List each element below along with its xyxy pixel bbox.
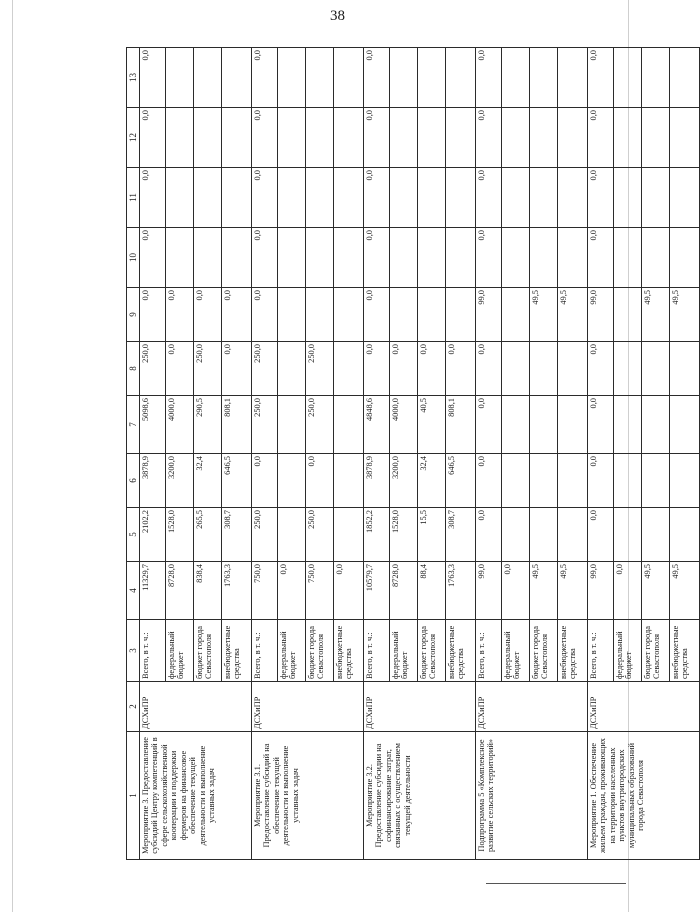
value-cell — [306, 108, 334, 168]
value-cell — [670, 168, 700, 228]
value-cell: 0,0 — [252, 454, 278, 508]
col-header: 5 — [127, 508, 140, 562]
funding-source: бюджет города Севастополя — [418, 620, 446, 682]
value-cell: 250,0 — [306, 396, 334, 454]
col-header: 6 — [127, 454, 140, 508]
value-cell: 0,0 — [252, 288, 278, 342]
value-cell: 250,0 — [194, 342, 222, 396]
value-cell: 49,5 — [642, 288, 670, 342]
value-cell: 0,0 — [364, 168, 390, 228]
value-cell: 0,0 — [364, 48, 390, 108]
value-cell — [502, 168, 530, 228]
value-cell — [278, 396, 306, 454]
value-cell — [194, 48, 222, 108]
value-cell: 11329,7 — [140, 562, 166, 620]
value-cell: 838,4 — [194, 562, 222, 620]
value-cell: 0,0 — [252, 108, 278, 168]
value-cell — [334, 228, 364, 288]
value-cell — [194, 108, 222, 168]
value-cell — [446, 108, 476, 168]
value-cell: 0,0 — [364, 228, 390, 288]
value-cell — [670, 342, 700, 396]
value-cell — [446, 288, 476, 342]
value-cell — [502, 48, 530, 108]
value-cell: 0,0 — [252, 228, 278, 288]
value-cell: 250,0 — [306, 342, 334, 396]
value-cell: 0,0 — [166, 288, 194, 342]
value-cell: 0,0 — [476, 168, 502, 228]
value-cell: 4848,6 — [364, 396, 390, 454]
value-cell — [278, 108, 306, 168]
value-cell: 0,0 — [166, 342, 194, 396]
funding-source: Всего, в т. ч.: — [140, 620, 166, 682]
value-cell — [502, 288, 530, 342]
value-cell: 265,5 — [194, 508, 222, 562]
value-cell — [530, 342, 558, 396]
value-cell — [642, 342, 670, 396]
value-cell: 250,0 — [252, 508, 278, 562]
executor-cell: ДСХиПР — [364, 682, 476, 732]
value-cell: 0,0 — [476, 48, 502, 108]
header-row — [127, 48, 140, 860]
value-cell — [642, 228, 670, 288]
value-cell — [222, 168, 252, 228]
table-row — [476, 48, 502, 860]
value-cell — [446, 228, 476, 288]
value-cell: 49,5 — [670, 562, 700, 620]
value-cell: 49,5 — [530, 288, 558, 342]
funding-source: федеральный бюджет — [614, 620, 642, 682]
value-cell: 32,4 — [194, 454, 222, 508]
value-cell — [278, 288, 306, 342]
value-cell — [334, 288, 364, 342]
value-cell: 750,0 — [306, 562, 334, 620]
value-cell — [222, 228, 252, 288]
value-cell: 290,5 — [194, 396, 222, 454]
funding-source: бюджет города Севастополя — [642, 620, 670, 682]
value-cell: 0,0 — [502, 562, 530, 620]
value-cell: 0,0 — [306, 454, 334, 508]
value-cell — [446, 168, 476, 228]
value-cell — [278, 48, 306, 108]
col-header: 12 — [127, 108, 140, 168]
funding-source: бюджет города Севастополя — [306, 620, 334, 682]
value-cell: 3200,0 — [166, 454, 194, 508]
value-cell — [278, 168, 306, 228]
funding-source: внебюджетные средства — [446, 620, 476, 682]
value-cell: 750,0 — [252, 562, 278, 620]
value-cell — [166, 108, 194, 168]
value-cell: 0,0 — [476, 228, 502, 288]
value-cell — [502, 228, 530, 288]
value-cell — [614, 228, 642, 288]
value-cell: 250,0 — [306, 508, 334, 562]
value-cell: 0,0 — [476, 396, 502, 454]
funding-source: бюджет города Севастополя — [194, 620, 222, 682]
value-cell — [558, 508, 588, 562]
value-cell: 0,0 — [588, 108, 614, 168]
value-cell — [278, 454, 306, 508]
value-cell: 250,0 — [252, 396, 278, 454]
value-cell: 308,7 — [222, 508, 252, 562]
value-cell: 0,0 — [140, 228, 166, 288]
value-cell: 8728,0 — [166, 562, 194, 620]
value-cell — [306, 228, 334, 288]
value-cell: 0,0 — [252, 48, 278, 108]
value-cell — [446, 48, 476, 108]
value-cell — [530, 454, 558, 508]
value-cell — [194, 228, 222, 288]
value-cell: 0,0 — [476, 108, 502, 168]
value-cell — [502, 108, 530, 168]
measure-title: Мероприятие 3. Предоставление субсидий Центру компетенций в сфере сельскохозяйственной кооперации и поддержки фермеров на финансовое обеспечение текущей деятельности и выполнение уставных задач — [140, 732, 252, 860]
value-cell — [614, 288, 642, 342]
funding-source: Всего, в т. ч.: — [588, 620, 614, 682]
value-cell — [306, 288, 334, 342]
value-cell: 3200,0 — [390, 454, 418, 508]
funding-source: Всего, в т. ч.: — [252, 620, 278, 682]
table-row — [140, 48, 166, 860]
value-cell: 99,0 — [588, 288, 614, 342]
value-cell — [166, 168, 194, 228]
value-cell: 8728,0 — [390, 562, 418, 620]
funding-source: федеральный бюджет — [278, 620, 306, 682]
value-cell — [418, 228, 446, 288]
value-cell — [642, 48, 670, 108]
value-cell — [334, 508, 364, 562]
funding-source: федеральный бюджет — [502, 620, 530, 682]
col-header: 13 — [127, 48, 140, 108]
value-cell — [558, 228, 588, 288]
value-cell: 0,0 — [194, 288, 222, 342]
value-cell — [418, 108, 446, 168]
value-cell: 3878,9 — [140, 454, 166, 508]
value-cell — [558, 168, 588, 228]
value-cell: 0,0 — [140, 108, 166, 168]
value-cell: 0,0 — [222, 342, 252, 396]
value-cell: 49,5 — [642, 562, 670, 620]
value-cell: 808,1 — [222, 396, 252, 454]
value-cell — [614, 108, 642, 168]
value-cell: 0,0 — [140, 168, 166, 228]
value-cell — [670, 396, 700, 454]
value-cell: 0,0 — [418, 342, 446, 396]
value-cell — [390, 48, 418, 108]
table-row — [588, 48, 614, 860]
value-cell: 250,0 — [140, 342, 166, 396]
scan-edge-left — [12, 0, 13, 912]
value-cell: 5098,6 — [140, 396, 166, 454]
value-cell: 1763,3 — [222, 562, 252, 620]
value-cell: 49,5 — [530, 562, 558, 620]
value-cell — [418, 168, 446, 228]
value-cell: 0,0 — [476, 342, 502, 396]
value-cell: 0,0 — [588, 48, 614, 108]
value-cell: 0,0 — [588, 508, 614, 562]
value-cell — [418, 288, 446, 342]
value-cell: 308,7 — [446, 508, 476, 562]
funding-source: внебюджетные средства — [222, 620, 252, 682]
col-header: 4 — [127, 562, 140, 620]
budget-table — [126, 47, 700, 860]
value-cell — [558, 342, 588, 396]
table-row — [364, 48, 390, 860]
value-cell — [390, 288, 418, 342]
value-cell — [502, 396, 530, 454]
executor-cell: ДСХиПР — [588, 682, 700, 732]
value-cell — [194, 168, 222, 228]
value-cell — [334, 342, 364, 396]
value-cell: 32,4 — [418, 454, 446, 508]
value-cell — [334, 168, 364, 228]
value-cell — [558, 48, 588, 108]
value-cell — [530, 108, 558, 168]
funding-source: федеральный бюджет — [390, 620, 418, 682]
value-cell — [530, 396, 558, 454]
value-cell — [390, 108, 418, 168]
value-cell: 1763,3 — [446, 562, 476, 620]
value-cell: 49,5 — [558, 562, 588, 620]
funding-source: Всего, в т. ч.: — [476, 620, 502, 682]
col-header: 2 — [127, 682, 140, 732]
funding-source: федеральный бюджет — [166, 620, 194, 682]
value-cell: 0,0 — [390, 342, 418, 396]
value-cell — [670, 454, 700, 508]
value-cell — [642, 108, 670, 168]
value-cell: 0,0 — [588, 168, 614, 228]
value-cell — [558, 454, 588, 508]
col-header: 9 — [127, 288, 140, 342]
value-cell — [614, 396, 642, 454]
value-cell: 15,5 — [418, 508, 446, 562]
value-cell: 1528,0 — [166, 508, 194, 562]
col-header: 11 — [127, 168, 140, 228]
measure-title: Мероприятие 3.1. Предоставление субсидий на обеспечение текущей деятельности и выполнение уставных задач — [252, 732, 364, 860]
table-body — [140, 48, 700, 860]
executor-cell: ДСХиПР — [140, 682, 252, 732]
value-cell: 49,5 — [670, 288, 700, 342]
value-cell: 0,0 — [364, 342, 390, 396]
col-header: 7 — [127, 396, 140, 454]
value-cell — [614, 168, 642, 228]
value-cell — [334, 454, 364, 508]
value-cell — [222, 108, 252, 168]
value-cell: 646,5 — [222, 454, 252, 508]
value-cell: 10579,7 — [364, 562, 390, 620]
funding-source: Всего, в т. ч.: — [364, 620, 390, 682]
value-cell — [278, 508, 306, 562]
value-cell: 1852,2 — [364, 508, 390, 562]
value-cell: 40,5 — [418, 396, 446, 454]
value-cell — [334, 108, 364, 168]
col-header: 3 — [127, 620, 140, 682]
value-cell: 49,5 — [558, 288, 588, 342]
value-cell: 99,0 — [476, 288, 502, 342]
value-cell — [642, 508, 670, 562]
value-cell: 99,0 — [476, 562, 502, 620]
funding-source: бюджет города Севастополя — [530, 620, 558, 682]
executor-cell: ДСХиПР — [476, 682, 588, 732]
value-cell: 0,0 — [588, 454, 614, 508]
value-cell — [530, 508, 558, 562]
value-cell — [614, 342, 642, 396]
value-cell: 99,0 — [588, 562, 614, 620]
value-cell — [334, 396, 364, 454]
measure-title: Мероприятие 1. Обеспечение жильем граждан, проживающих на территории населенных пунктов внутригородских муниципальных образований города Севастополя — [588, 732, 700, 860]
value-cell: 2102,2 — [140, 508, 166, 562]
col-header: 1 — [127, 732, 140, 860]
value-cell — [530, 228, 558, 288]
value-cell: 646,5 — [446, 454, 476, 508]
value-cell — [670, 108, 700, 168]
value-cell: 3878,9 — [364, 454, 390, 508]
value-cell — [222, 48, 252, 108]
value-cell: 0,0 — [476, 508, 502, 562]
value-cell — [278, 342, 306, 396]
value-cell: 0,0 — [364, 108, 390, 168]
col-header: 8 — [127, 342, 140, 396]
table-row — [252, 48, 278, 860]
value-cell — [502, 508, 530, 562]
measure-title: Мероприятие 3.2. Предоставление субсидии на софинансирование затрат, связанных с осуществлением текущей деятельности — [364, 732, 476, 860]
value-cell: 0,0 — [588, 342, 614, 396]
value-cell: 1528,0 — [390, 508, 418, 562]
value-cell — [670, 48, 700, 108]
funding-source: внебюджетные средства — [334, 620, 364, 682]
value-cell: 0,0 — [446, 342, 476, 396]
value-cell — [502, 454, 530, 508]
value-cell — [530, 168, 558, 228]
value-cell — [166, 48, 194, 108]
funding-source: внебюджетные средства — [670, 620, 700, 682]
value-cell — [278, 228, 306, 288]
value-cell: 250,0 — [252, 342, 278, 396]
value-cell: 0,0 — [222, 288, 252, 342]
value-cell — [558, 396, 588, 454]
footer-rule — [486, 883, 626, 884]
value-cell — [390, 228, 418, 288]
value-cell: 4000,0 — [166, 396, 194, 454]
value-cell — [418, 48, 446, 108]
funding-source: внебюджетные средства — [558, 620, 588, 682]
value-cell — [614, 508, 642, 562]
value-cell — [642, 454, 670, 508]
value-cell: 0,0 — [614, 562, 642, 620]
value-cell — [306, 48, 334, 108]
value-cell: 0,0 — [364, 288, 390, 342]
value-cell — [558, 108, 588, 168]
value-cell — [670, 508, 700, 562]
rotated-table-container — [126, 48, 690, 860]
measure-title: Подпрограмма 5 «Комплексное развитие сельских территорий» — [476, 732, 588, 860]
value-cell — [670, 228, 700, 288]
value-cell: 0,0 — [140, 48, 166, 108]
value-cell: 808,1 — [446, 396, 476, 454]
value-cell: 0,0 — [278, 562, 306, 620]
col-header: 10 — [127, 228, 140, 288]
value-cell: 0,0 — [140, 288, 166, 342]
value-cell: 4000,0 — [390, 396, 418, 454]
value-cell — [334, 48, 364, 108]
value-cell — [642, 396, 670, 454]
page-number: 38 — [330, 8, 345, 24]
value-cell — [614, 48, 642, 108]
value-cell — [614, 454, 642, 508]
value-cell: 0,0 — [476, 454, 502, 508]
value-cell — [390, 168, 418, 228]
executor-cell: ДСХиПР — [252, 682, 364, 732]
value-cell: 0,0 — [588, 396, 614, 454]
value-cell: 88,4 — [418, 562, 446, 620]
value-cell: 0,0 — [588, 228, 614, 288]
value-cell: 0,0 — [252, 168, 278, 228]
value-cell — [502, 342, 530, 396]
value-cell — [642, 168, 670, 228]
value-cell — [530, 48, 558, 108]
value-cell — [166, 228, 194, 288]
value-cell: 0,0 — [334, 562, 364, 620]
value-cell — [306, 168, 334, 228]
